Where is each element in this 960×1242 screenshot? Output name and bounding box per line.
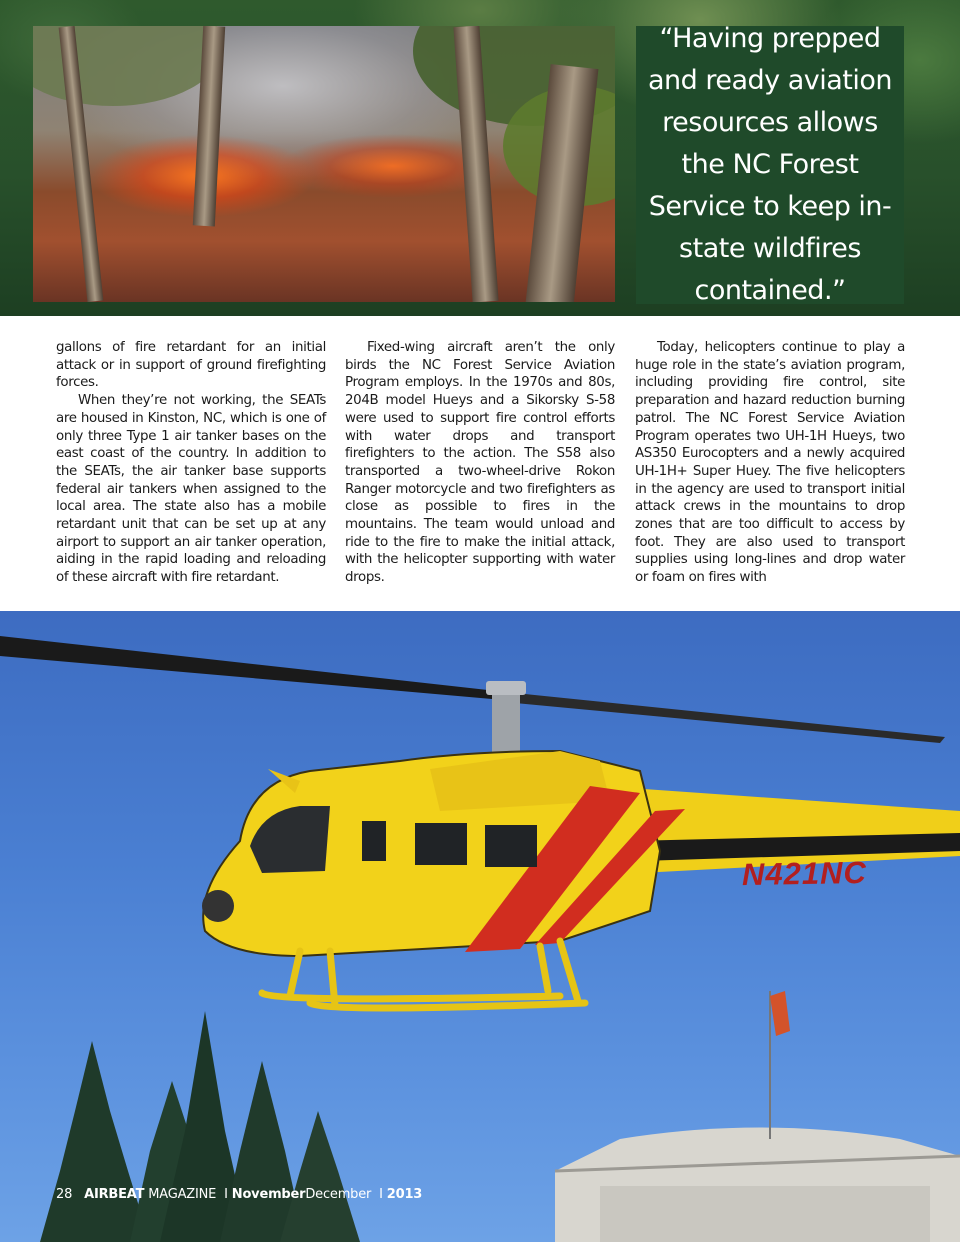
issue-month-bold: November [231, 1187, 306, 1202]
rotor-blade [0, 636, 515, 701]
tail-number: N421NC [741, 854, 868, 893]
footer-separator: I [379, 1187, 383, 1202]
helicopter-illustration [0, 611, 960, 1242]
helicopter-photo [0, 611, 960, 1242]
paragraph: Fixed-wing aircraft aren’t the only birds the NC Forest Service Aviation Program employs. In the 1970s and 80s, 204B model Hueys and a Sikorsky S-58 were used to support fire control efforts with water drops and transport firefighters to the action. The S58 also transported a two-wheel-drive Rokon Ranger motorcycle and two firefighters as close as possible to fires in the mountains. The team would unload and ride to the fire to make the initial attack, with the helicopter supporting with water drops. [345, 340, 615, 586]
paragraph: When they’re not working, the SEATs are housed in Kinston, NC, which is one of only three Type 1 air tanker bases on the east coast of the country. In addition to the SEATs, the air tanker base supports federal air tankers when assigned to the local area. The state also has a mobile retardant unit that can be set up at any airport to support an air tanker operation, aiding in the rapid loading and reloading of these aircraft with fire retardant. [56, 393, 326, 586]
article-column-3 [635, 339, 905, 587]
tree-line [40, 1011, 360, 1242]
issue-year: 2013 [386, 1187, 423, 1202]
page-number: 28 [56, 1187, 73, 1202]
hangar [555, 991, 960, 1242]
paragraph: gallons of fire retardant for an initial attack or in support of ground firefighting forces. [56, 340, 326, 391]
article-column-2 [345, 339, 615, 587]
pull-quote: “Having prepped and ready aviation resources allows the NC Forest Service to keep in-state wildfires contained.” [647, 23, 893, 306]
magazine-name: MAGAZINE [148, 1187, 217, 1202]
cabin-window [485, 825, 537, 867]
forest-background [0, 0, 960, 316]
magazine-name-bold: AIRBEAT [84, 1187, 145, 1202]
paragraph: Today, helicopters continue to play a huge role in the state’s aviation program, including providing fire control, site preparation and hazard reduction burning patrol. The NC Forest Service Aviation Program operates two UH-1H Hueys, two AS350 Eurocopters and a newly acquired UH-1H+ Super Huey. The five helicopters in the agency are used to transport initial attack crews in the mountains to drop zones that are too difficult to access by foot. They are also used to transport supplies using long-lines and drop water or foam on fires with [635, 340, 905, 586]
rotor-blade [515, 693, 945, 743]
issue-month: December [305, 1187, 372, 1202]
article-column-1 [56, 339, 326, 587]
footer-separator: I [224, 1187, 228, 1202]
cabin-window [362, 821, 386, 861]
page-footer [56, 1187, 422, 1202]
cabin-window [415, 823, 467, 865]
forest-fire-photo [33, 26, 615, 302]
pull-quote-box [636, 23, 904, 306]
